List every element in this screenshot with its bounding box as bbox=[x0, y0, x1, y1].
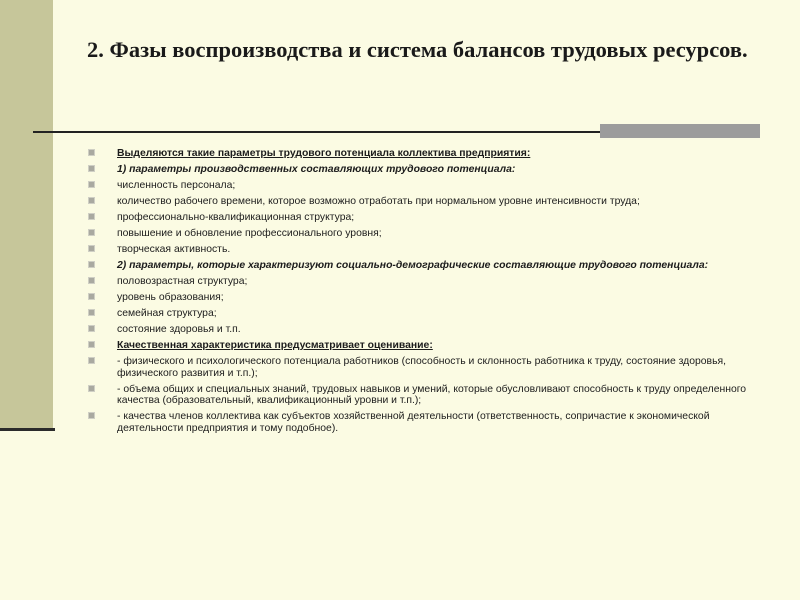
list-item bbox=[88, 411, 760, 434]
list-item-text: состояние здоровья и т.п. bbox=[117, 324, 241, 335]
list-item bbox=[88, 340, 760, 352]
list-item bbox=[88, 356, 760, 379]
list-item-text: творческая активность. bbox=[117, 244, 231, 255]
bullet-icon bbox=[88, 245, 95, 252]
list-item-text: - качества членов коллектива как субъектов хозяйственной деятельности (ответственность, сопричастие к экономической деятельности предприятия и тому подобное). bbox=[117, 411, 710, 434]
bullet-icon bbox=[88, 293, 95, 300]
bullet-icon bbox=[88, 277, 95, 284]
list-item-text: - физического и психологического потенциала работников (способность и склонность работника к труду, состояние здоровья, физического развития и т.п.); bbox=[117, 356, 726, 379]
list-item bbox=[88, 212, 760, 224]
bullet-icon bbox=[88, 385, 95, 392]
list-item bbox=[88, 292, 760, 304]
list-item bbox=[88, 164, 760, 176]
bullet-icon bbox=[88, 325, 95, 332]
bullet-list bbox=[88, 148, 760, 439]
list-item bbox=[88, 324, 760, 336]
list-item bbox=[88, 148, 760, 160]
list-item bbox=[88, 196, 760, 208]
bullet-icon bbox=[88, 309, 95, 316]
bullet-icon bbox=[88, 357, 95, 364]
list-item bbox=[88, 180, 760, 192]
bullet-icon bbox=[88, 181, 95, 188]
bullet-icon bbox=[88, 213, 95, 220]
slide-title: 2. Фазы воспроизводства и система балансов трудовых ресурсов. bbox=[87, 37, 748, 62]
list-item-text: численность персонала; bbox=[117, 180, 236, 191]
bullet-icon bbox=[88, 149, 95, 156]
list-item bbox=[88, 228, 760, 240]
bullet-icon bbox=[88, 412, 95, 419]
list-item bbox=[88, 384, 760, 407]
list-item-text: профессионально-квалификационная структура; bbox=[117, 212, 355, 223]
bullet-icon bbox=[88, 341, 95, 348]
list-item-text: семейная структура; bbox=[117, 308, 217, 319]
list-item bbox=[88, 276, 760, 288]
list-item-text: половозрастная структура; bbox=[117, 276, 248, 287]
list-item-text: 1) параметры производственных составляющих трудового потенциала: bbox=[117, 164, 516, 175]
list-item-text: повышение и обновление профессионального уровня; bbox=[117, 228, 382, 239]
title-divider-block bbox=[600, 124, 760, 138]
left-accent-underline bbox=[0, 428, 55, 431]
bullet-icon bbox=[88, 229, 95, 236]
list-item-text: Качественная характеристика предусматривает оценивание: bbox=[117, 340, 433, 351]
bullet-icon bbox=[88, 261, 95, 268]
list-item bbox=[88, 308, 760, 320]
list-item bbox=[88, 260, 760, 272]
list-item bbox=[88, 244, 760, 256]
bullet-icon bbox=[88, 165, 95, 172]
list-item-text: - объема общих и специальных знаний, трудовых навыков и умений, которые обусловливают способность к труду определенного качества (образовательный, квалификационный уровни и т.п.); bbox=[117, 383, 747, 406]
list-item-text: уровень образования; bbox=[117, 292, 224, 303]
list-item-text: 2) параметры, которые характеризуют социально-демографические составляющие трудового потенциала: bbox=[117, 260, 709, 271]
bullet-icon bbox=[88, 197, 95, 204]
list-item-text: Выделяются такие параметры трудового потенциала коллектива предприятия: bbox=[117, 148, 531, 159]
left-accent-bar bbox=[0, 0, 53, 428]
list-item-text: количество рабочего времени, которое возможно отработать при нормальном уровне интенсивности труда; bbox=[117, 196, 640, 207]
